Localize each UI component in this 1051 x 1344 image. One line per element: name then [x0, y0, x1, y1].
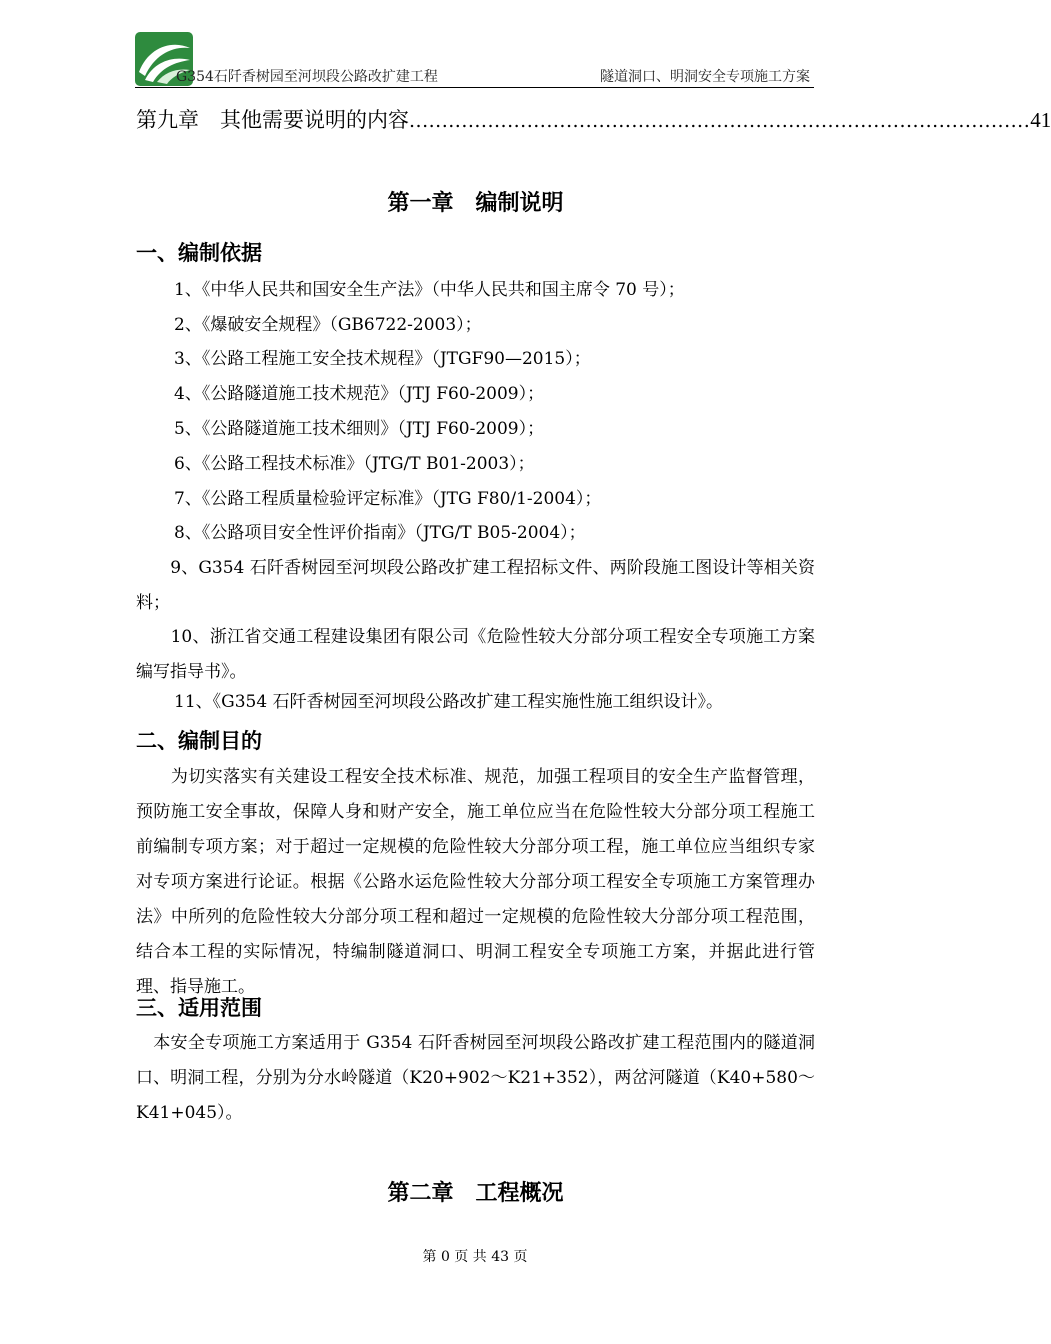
section-2-heading: 二、编制目的: [136, 728, 262, 753]
header-divider: [135, 87, 814, 88]
section-1-heading: 一、编制依据: [136, 240, 262, 265]
section-3-heading: 三、适用范围: [136, 995, 262, 1020]
page-number-footer: 第 0 页 共 43 页: [422, 1249, 528, 1265]
toc-entry-chapter-9[interactable]: [136, 105, 1051, 136]
basis-item-6: 6、《公路工程技术标准》（JTG/T B01-2003）；: [174, 454, 535, 474]
toc-leader-dots: ...............................................................................................: [409, 110, 1031, 132]
header-project-title: G354石阡香树园至河坝段公路改扩建工程: [176, 69, 438, 85]
basis-item-8: 8、《公路项目安全性评价指南》（JTG/T B05-2004）；: [174, 523, 586, 543]
purpose-paragraph: 为切实落实有关建设工程安全技术标准、规范，加强工程项目的安全生产监督管理，预防施工安全事故，保障人身和财产安全，施工单位应当在危险性较大分部分项工程施工前编制专项方案；对于超过一定规模的危险性较大分部分项工程，施工单位应当组织专家对专项方案进行论证。根据《公路水运危险性较大分部分项工程安全专项施工方案管理办法》中所列的危险性较大分部分项工程和超过一定规模的危险性较大分部分项工程范围，结合本工程的实际情况，特编制隧道洞口、明洞工程安全专项施工方案，并据此进行管理、指导施工。: [136, 767, 815, 997]
chapter-2-title: 第二章 工程概况: [387, 1180, 564, 1206]
basis-item-5: 5、《公路隧道施工技术细则》（JTJ F60-2009）；: [174, 419, 545, 439]
basis-item-9: 9、G354 石阡香树园至河坝段公路改扩建工程招标文件、两阶段施工图设计等相关资料；: [136, 558, 815, 613]
basis-item-4: 4、《公路隧道施工技术规范》（JTJ F60-2009）；: [174, 384, 545, 404]
header-document-title: 隧道洞口、明洞安全专项施工方案: [600, 69, 810, 85]
scope-paragraph: 本安全专项施工方案适用于 G354 石阡香树园至河坝段公路改扩建工程范围内的隧道洞口、明洞工程，分别为分水岭隧道（K20+902～K21+352），两岔河隧道（K40+580～K41+045）。: [136, 1033, 815, 1123]
basis-item-7: 7、《公路工程质量检验评定标准》（JTG F80/1-2004）；: [174, 489, 602, 509]
toc-entry-text: 第九章 其他需要说明的内容: [136, 108, 409, 132]
basis-item-2: 2、《爆破安全规程》（GB6722-2003）；: [174, 315, 482, 335]
basis-item-3: 3、《公路工程施工安全技术规程》（JTGF90—2015）；: [174, 349, 591, 369]
chapter-1-title: 第一章 编制说明: [387, 190, 564, 216]
basis-item-1: 1、《中华人民共和国安全生产法》（中华人民共和国主席令 70 号）；: [174, 280, 685, 300]
toc-page-number: 41: [1030, 108, 1051, 132]
basis-item-10: 10、浙江省交通工程建设集团有限公司《危险性较大分部分项工程安全专项施工方案编写指导书》。: [136, 627, 815, 682]
basis-item-11: 11、《G354 石阡香树园至河坝段公路改扩建工程实施性施工组织设计》。: [174, 692, 724, 712]
